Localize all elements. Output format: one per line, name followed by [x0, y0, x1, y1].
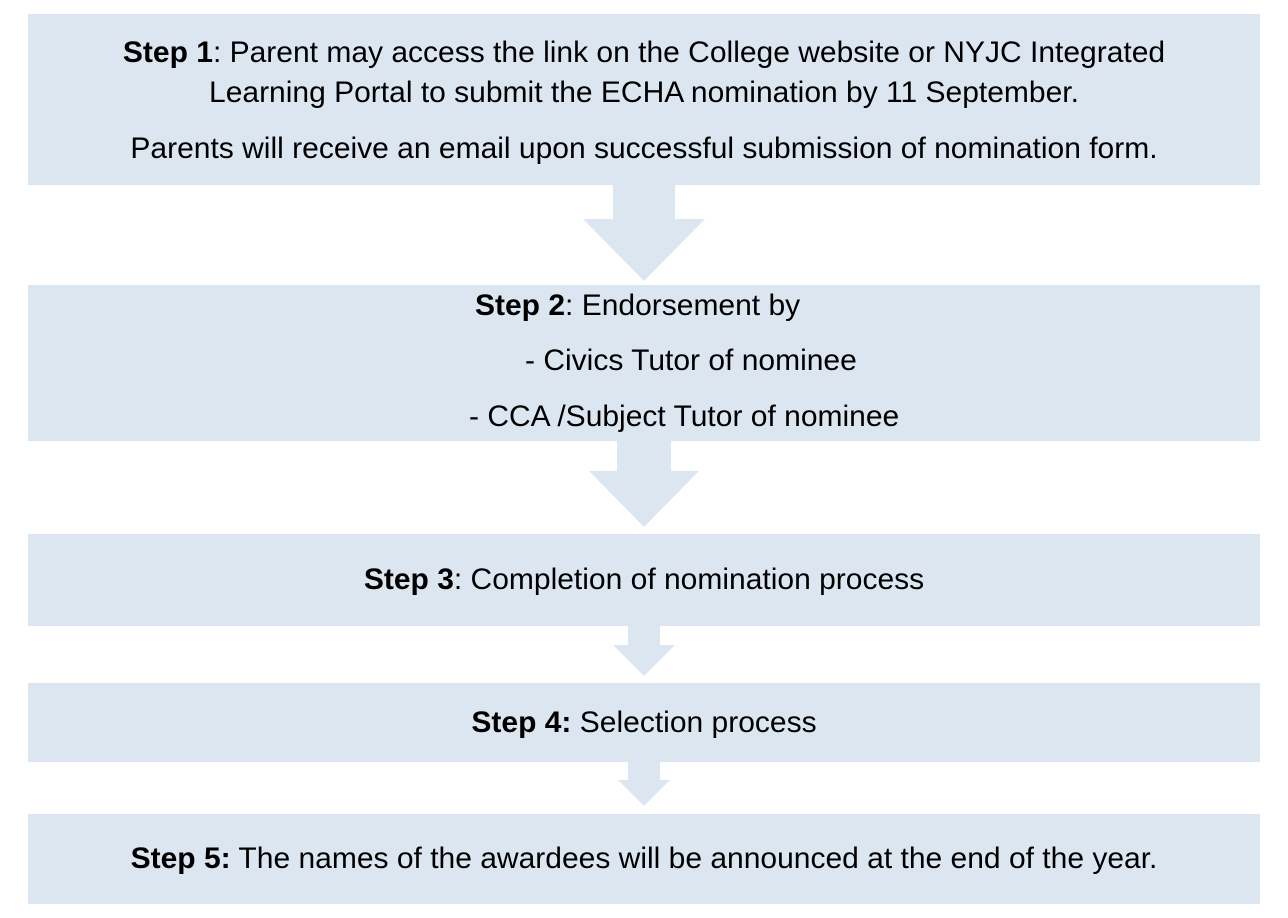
step-1-box — [28, 14, 1260, 185]
step-1-text-1: : Parent may access the link on the College website or NYJC Integrated — [212, 35, 1166, 69]
step-1-line-3: Parents will receive an email upon successful submission of nomination form. — [130, 131, 1158, 165]
step-3-line-1 — [364, 560, 924, 600]
step-5-label: Step 5: — [130, 842, 231, 875]
step-3-box — [28, 534, 1260, 626]
step-2-label: Step 2 — [475, 289, 566, 322]
step-1-label: Step 1 — [122, 35, 213, 69]
step-1-line-2: Learning Portal to submit the ECHA nomination by 11 September. — [209, 75, 1079, 109]
down-arrow-4 — [618, 762, 670, 806]
step-4-box — [28, 683, 1260, 762]
step-5-line-1 — [131, 839, 1158, 879]
step-4-text-1: Selection process — [571, 705, 817, 739]
step-5-box — [28, 814, 1260, 904]
step-2-text-1: : Endorsement by — [565, 289, 801, 322]
down-arrow-3 — [613, 626, 675, 676]
step-2-box — [28, 285, 1260, 441]
down-arrow-1 — [583, 185, 705, 281]
step-3-text-1: : Completion of nomination process — [453, 563, 925, 596]
step-5-text-1: The names of the awardees will be announced at the end of the year. — [230, 842, 1158, 875]
step-4-line-1 — [471, 703, 816, 743]
step-3-label: Step 3 — [363, 563, 454, 596]
step-2-line-3: - CCA /Subject Tutor of nominee — [469, 400, 900, 433]
step-1-line-1 — [123, 33, 1165, 73]
down-arrow-2 — [589, 441, 699, 527]
step-2-line-2: - Civics Tutor of nominee — [525, 344, 857, 377]
step-2-line-1 — [475, 286, 800, 326]
step-4-label: Step 4: — [471, 705, 572, 739]
